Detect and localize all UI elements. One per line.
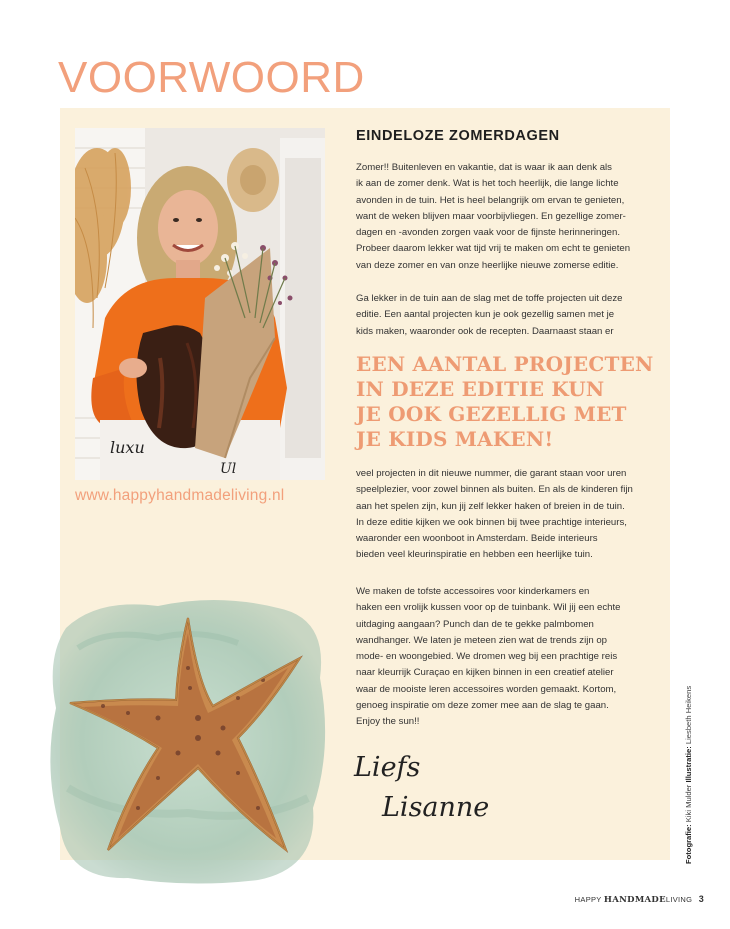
text-line: dagen en -avonden zorgen vaak voor de fijnste herinneringen.: [356, 227, 621, 239]
credit-photo-label: Fotografie:: [684, 824, 693, 864]
text-line: veel projecten in dit nieuwe nummer, die garant staan voor uren: [356, 468, 627, 479]
signature-line-1: Liefs: [354, 752, 421, 783]
article-heading: EINDELOZE ZOMERDAGEN: [356, 128, 560, 144]
footer-brand-living: LIVING: [665, 895, 693, 904]
text-line: want de weken blijven maar voorbijvliegen. En gezellige zomer-: [356, 210, 626, 222]
pull-quote-line: JE OOK GEZELLIG MET: [356, 402, 627, 426]
footer-brand-happy: HAPPY: [574, 895, 602, 904]
text-line: aan het spelen zijn, kun jij zelf lekker haken of breien in de tuin.: [356, 500, 625, 512]
text-line: haken een vrolijk kussen voor op de tuinbank. Wil jij een echte: [356, 602, 621, 614]
text-line: naar kleurrijk Curaçao en kijken binnen in een creatief atelier: [356, 667, 614, 679]
second-paragraph: [356, 291, 656, 340]
footer-brand-handmade: HANDMADE: [603, 895, 666, 905]
text-line: wandhanger. We laten je meteen zien wat de trends zijn op: [356, 634, 608, 646]
website-url: www.happyhandmadeliving.nl: [75, 487, 285, 504]
pull-quote: [356, 352, 654, 452]
third-paragraph: [356, 466, 656, 564]
signature-line-2: Lisanne: [382, 792, 490, 823]
intro-paragraph: [356, 160, 656, 274]
text-line: avonden in de tuin. Het is heel belangrijk om ervan te genieten,: [356, 194, 625, 206]
credit-illustration-label: Illustratie:: [684, 746, 693, 783]
text-line: Ga lekker in de tuin aan de slag met de toffe projecten uit deze: [356, 293, 623, 304]
text-line: Probeer daarom lekker wat tijd vrij te maken om echt te genieten: [356, 243, 631, 255]
pull-quote-line: JE KIDS MAKEN!: [356, 427, 554, 451]
pull-quote-line: IN DEZE EDITIE KUN: [356, 377, 605, 401]
text-line: waaronder een woonboot in Amsterdam. Beide interieurs: [356, 533, 598, 545]
page-title: VOORWOORD: [58, 53, 365, 102]
text-line: editie. Een aantal projecten kun je ook gezellig samen met je: [356, 309, 615, 321]
starfish-illustration: [38, 588, 338, 888]
text-line: In deze editie kijken we ook binnen bij twee prachtige interieurs,: [356, 516, 627, 528]
text-line: We maken de tofste accessoires voor kinderkamers en: [356, 586, 590, 597]
page-footer: [575, 894, 704, 905]
text-line: uitdaging aangaan? Punch dan de te gekke palmbomen: [356, 618, 594, 630]
svg-text:Ul: Ul: [220, 461, 237, 477]
fourth-paragraph: [356, 584, 656, 731]
text-line: kids maken, waaronder ook de recepten. Daarnaast staan er: [356, 325, 614, 337]
signature: [352, 740, 512, 830]
svg-text:luxu: luxu: [110, 438, 145, 457]
text-line: Enjoy the sun!!: [356, 716, 420, 728]
portrait-photo: [75, 128, 325, 480]
text-line: speelplezier, voor zowel binnen als buiten. En als de kinderen fijn: [356, 484, 633, 496]
text-line: bieden veel kleurinspiratie en hebben een heerlijke tuin.: [356, 549, 593, 561]
text-line: mode- en woongebied. We dromen weg bij een prachtige reis: [356, 651, 618, 663]
text-line: ik aan de zomer denk. Wat is het toch heerlijk, die lange lichte: [356, 178, 619, 190]
pull-quote-line: EEN AANTAL PROJECTEN: [356, 352, 654, 376]
page-number: 3: [698, 894, 704, 904]
photo-credit: [684, 686, 693, 864]
text-line: waar de mooiste leren accessoires worden gemaakt. Kortom,: [356, 683, 617, 695]
text-line: van deze zomer en van onze heerlijke nieuwe zomerse editie.: [356, 259, 619, 271]
text-line: genoeg inspiratie om deze zomer mee aan de slag te gaan.: [356, 700, 609, 712]
text-line: Zomer!! Buitenleven en vakantie, dat is waar ik aan denk als: [356, 162, 612, 173]
credit-photo-name: Kiki Mulder: [684, 784, 693, 823]
credit-illustration-name: Liesbeth Heikens: [684, 685, 693, 745]
